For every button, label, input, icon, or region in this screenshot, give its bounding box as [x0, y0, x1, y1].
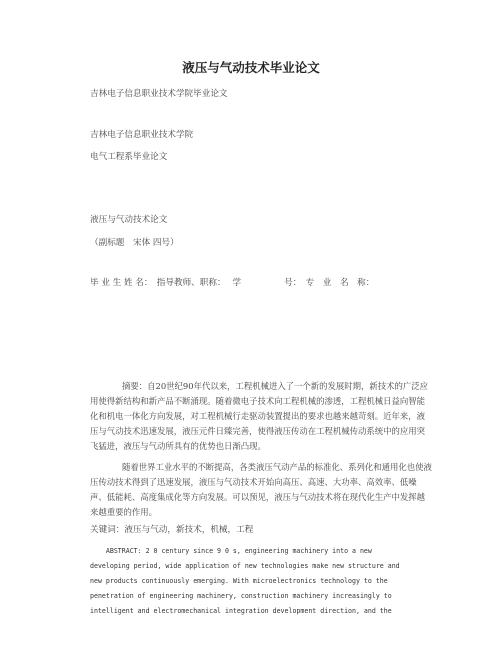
- body-paragraph: [90, 460, 433, 520]
- subtitle-note: （副标题 宋体 四号）: [90, 238, 179, 248]
- department-name: 电气工程系毕业论文: [90, 152, 168, 162]
- document-title: 液压与气动技术毕业论文: [182, 60, 320, 75]
- thesis-title: 液压与气动技术论文: [90, 215, 168, 225]
- chinese-abstract: [90, 379, 433, 454]
- college-name: 吉林电子信息职业技术学院: [90, 130, 194, 140]
- body-paragraph-text: 随着世界工业水平的不断提高，各类液压气动产品的标准化、系列化和通用化也使液压传动技术得到了迅速发展，液压与气动技术开始向高压、高速、大功率、高效率、低噪声、低能耗、高度集成化等方向发展。可以预见，液压与气动技术将在现代化生产中发挥越来越重要的作用。: [90, 462, 432, 518]
- header-line: 吉林电子信息职业技术学院毕业论文: [90, 89, 228, 99]
- chinese-abstract-text: 摘要：自20世纪90年代以来，工程机械进入了一个新的发展时期，新技术的广泛应用使得新结构和新产品不断涌现。随着微电子技术向工程机械的渗透，工程机械日益向智能化和机电一体化方向发展，对工程机械行走驱动装置提出的要求也越来越苛刻。近年来，液压与气动技术迅速发展，液压元件日臻完善，使得液压传动在工程机械传动系统中的应用突飞猛进，液压与气动所具有的优势也日渐凸现。: [90, 381, 429, 452]
- student-info-line: 毕 业 生 姓 名： 指导教师、职称： 学 号： 专 业 名 称：: [90, 278, 375, 288]
- keywords: 关键词：液压与气动，新技术，机械，工程: [90, 525, 254, 535]
- english-abstract: ABSTRACT: 2 0 century since 9 0 s, engineering machinery into a new developing period, wide application of new technologies make new structure and new products continuously emerging. With microelectronics technology to the penetration of engineering machinery, construction machinery increasingly to intelligent and electromechanical integration development direction, and the: [90, 547, 400, 615]
